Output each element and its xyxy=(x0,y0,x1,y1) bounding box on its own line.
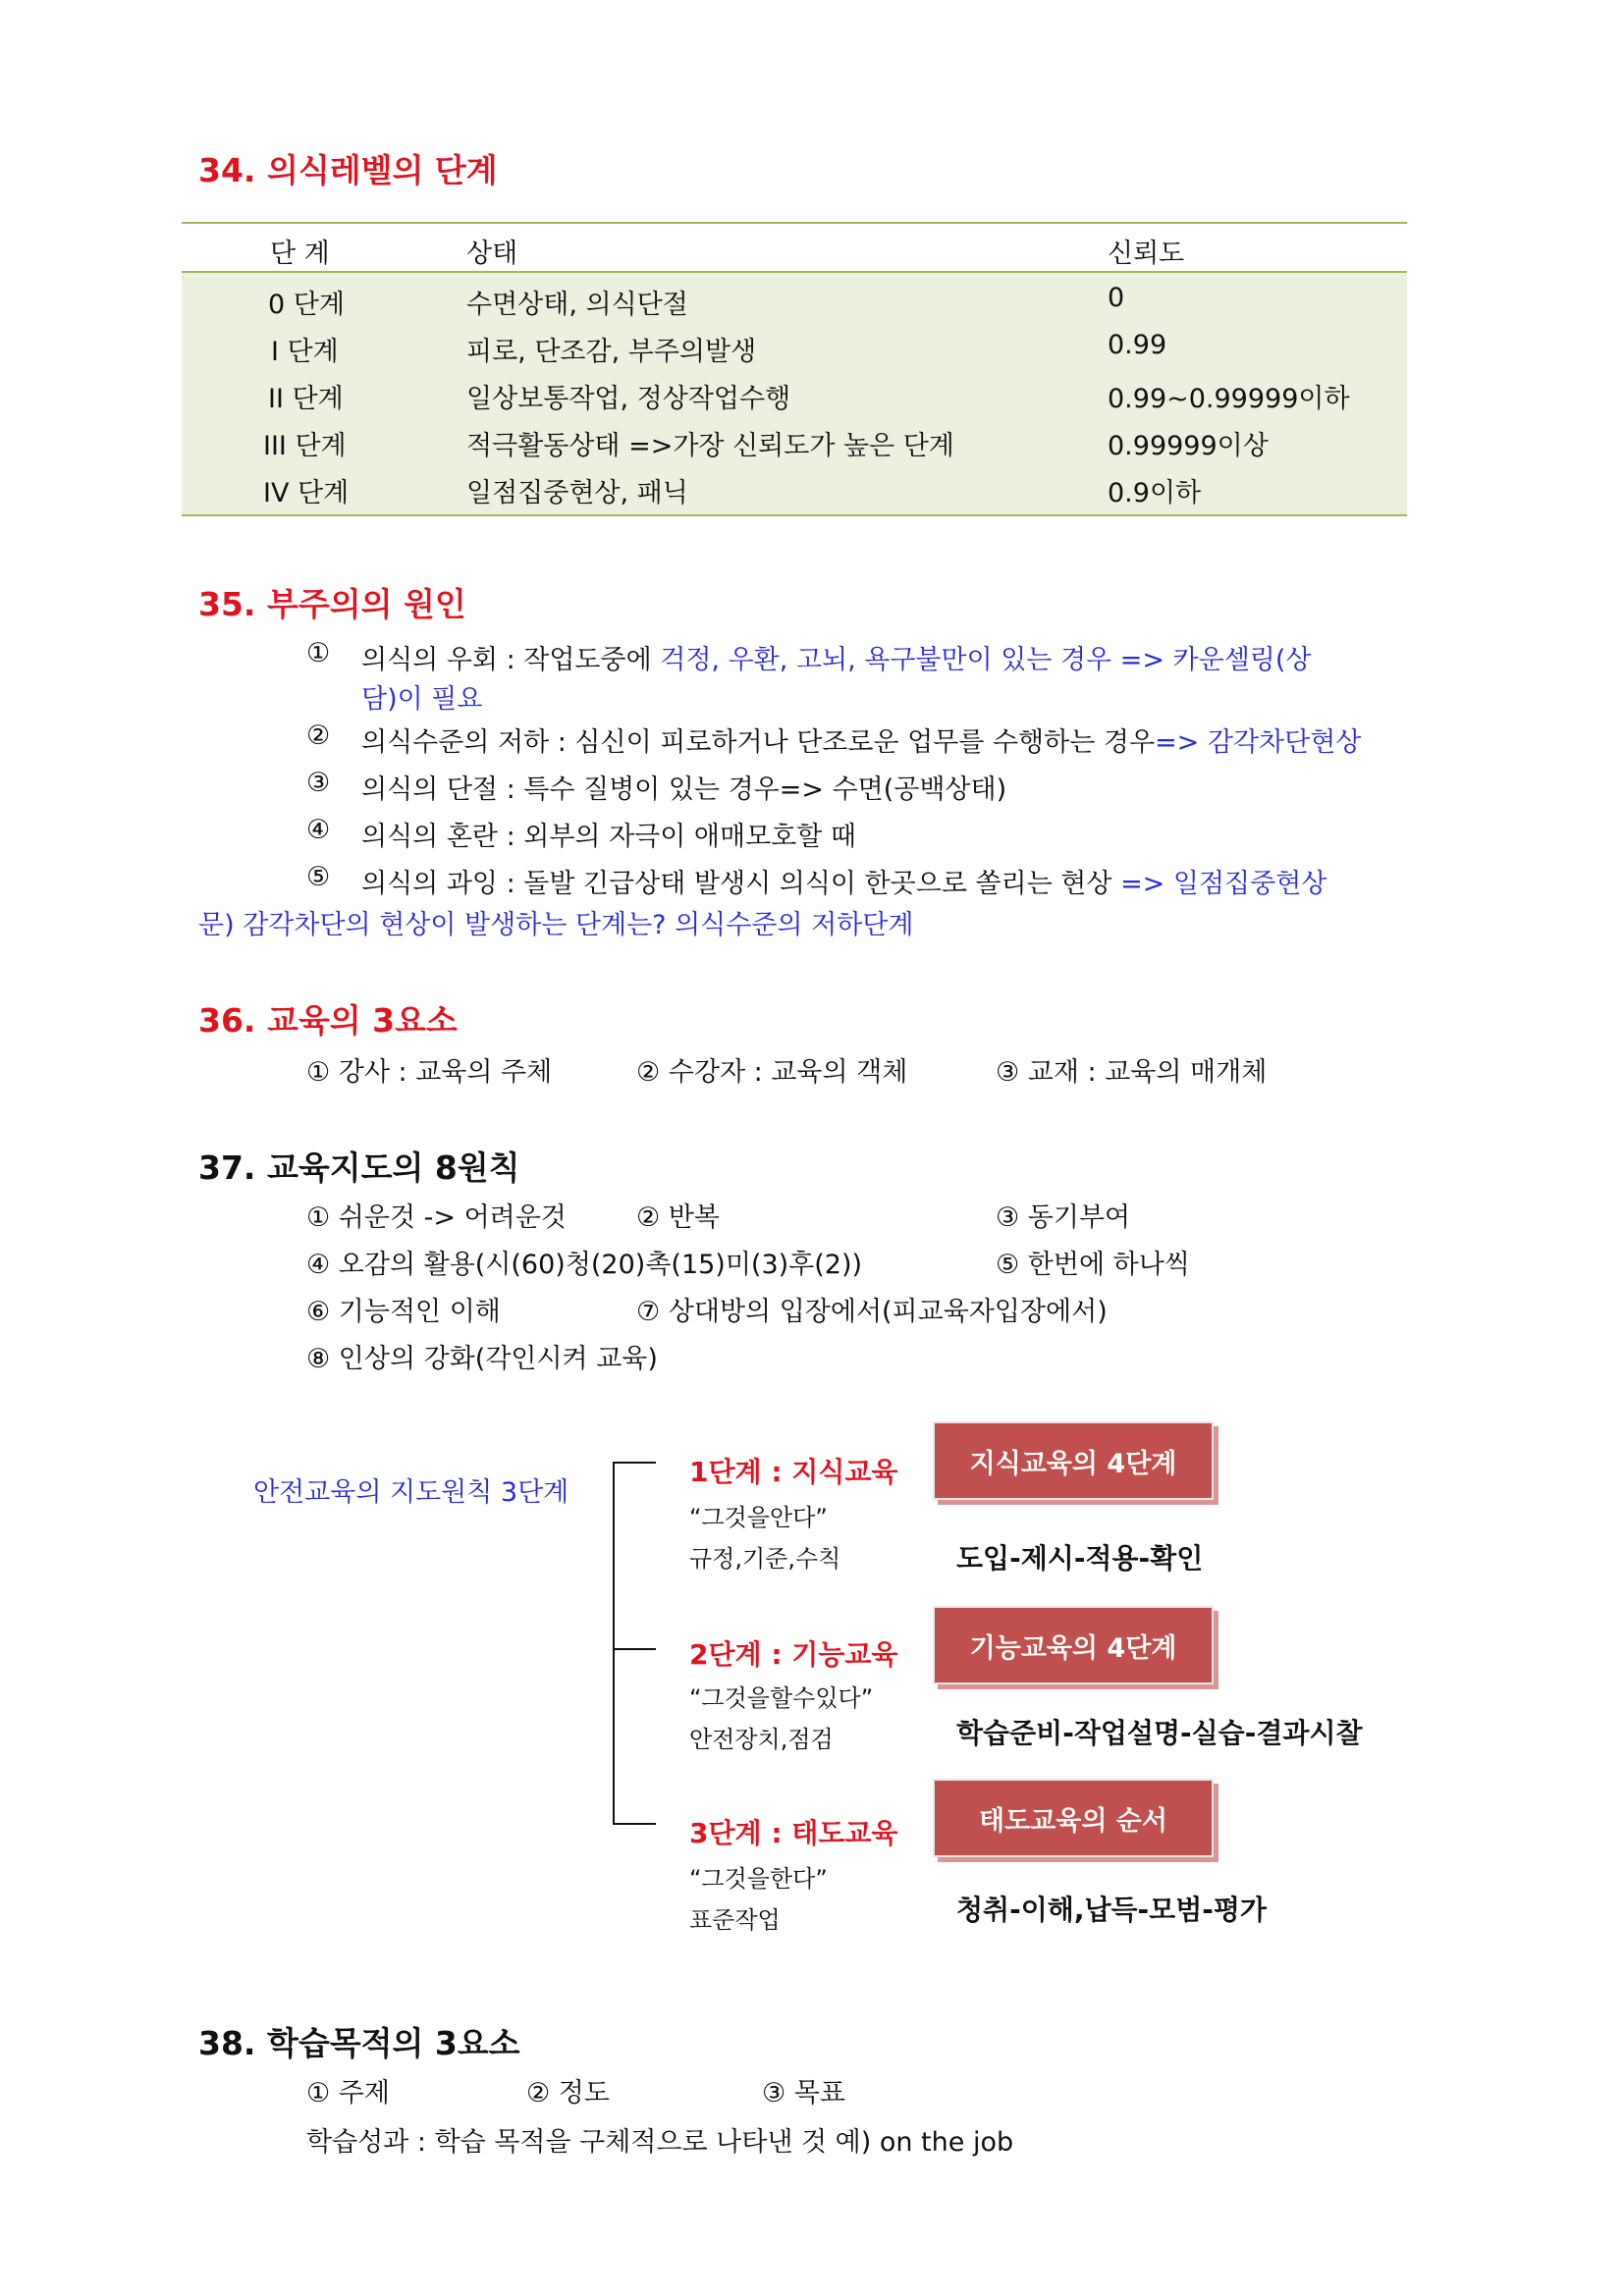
list-item: ⑦ 상대방의 입장에서(피교육자입장에서) xyxy=(636,1297,1108,1327)
table-header-level: 단 계 xyxy=(270,239,330,269)
table-top-border xyxy=(182,222,1407,224)
cause-text: 의식의 과잉 : 돌발 긴급상태 발생시 의식이 한곳으로 쏠리는 현상 xyxy=(361,869,1121,899)
bracket-branch-line xyxy=(613,1648,656,1650)
table-row-reliability: 0.99 xyxy=(1108,330,1167,360)
table-header-border xyxy=(182,271,1407,273)
stage-quote: “그것을한다” xyxy=(689,1865,828,1893)
list-item-number: ③ xyxy=(306,768,331,798)
list-item: ① 주제 xyxy=(306,2078,390,2109)
stage-steps: 도입-제시-적용-확인 xyxy=(956,1542,1204,1575)
table-row-reliability: 0.99~0.99999이하 xyxy=(1108,384,1350,414)
table-row-level: IV 단계 xyxy=(263,478,350,508)
table-row-state: 수면상태, 의식단절 xyxy=(466,290,688,320)
bracket-branch-line xyxy=(613,1823,656,1825)
stage-box: 기능교육의 4단계 xyxy=(933,1606,1214,1684)
list-item: ③ 목표 xyxy=(762,2078,845,2109)
cause-text: 의식수준의 저하 : 심신이 피로하거나 단조로운 업무를 수행하는 경우 xyxy=(361,727,1156,758)
stage-box: 태도교육의 순서 xyxy=(933,1779,1214,1857)
question-text: 문) 감각차단의 현상이 발생하는 단계는? 의식수준의 저하단계 xyxy=(198,910,914,940)
cause-note-continued: 담)이 필요 xyxy=(361,684,483,715)
list-item xyxy=(361,638,1312,676)
table-row-reliability: 0.9이하 xyxy=(1108,478,1202,508)
bracket-vertical-line xyxy=(613,1462,615,1823)
stage-title: 1단계 : 지식교육 xyxy=(689,1456,898,1488)
section-35-title: 35. 부주의의 원인 xyxy=(198,585,466,623)
list-item: ⑤ 한번에 하나씩 xyxy=(996,1250,1190,1280)
cause-note: 걱정, 우환, 고뇌, 욕구불만이 있는 경우 => 카운셀링(상 xyxy=(660,645,1312,675)
table-row-state: 피로, 단조감, 부주의발생 xyxy=(466,337,757,367)
list-item: ② 수강자 : 교육의 객체 xyxy=(636,1057,908,1088)
table-row-level: III 단계 xyxy=(263,431,347,461)
list-item: ② 정도 xyxy=(526,2078,610,2109)
section-34-title: 34. 의식레벨의 단계 xyxy=(198,151,498,189)
bracket-branch-line xyxy=(613,1462,656,1464)
stage-steps: 학습준비-작업설명-실습-결과시찰 xyxy=(956,1717,1363,1749)
list-item: ③ 교재 : 교육의 매개체 xyxy=(996,1057,1268,1088)
list-item-number: ② xyxy=(306,721,331,751)
stage-box: 지식교육의 4단계 xyxy=(933,1421,1214,1500)
stage-title: 3단계 : 태도교육 xyxy=(689,1817,898,1849)
list-item xyxy=(361,721,1361,759)
cause-note: => 일점집중현상 xyxy=(1120,869,1327,899)
list-item: ④ 오감의 활용(시(60)청(20)촉(15)미(3)후(2)) xyxy=(306,1250,863,1280)
cause-text: 의식의 우회 : 작업도중에 xyxy=(361,645,661,675)
section-37-title: 37. 교육지도의 8원칙 xyxy=(198,1148,520,1187)
list-item-number: ① xyxy=(306,638,331,668)
table-row-state: 일상보통작업, 정상작업수행 xyxy=(466,384,791,414)
note-text: 학습성과 : 학습 목적을 구체적으로 나타낸 것 예) on the job xyxy=(306,2127,1014,2158)
list-item: ② 반복 xyxy=(636,1202,720,1233)
table-row-state: 일점집중현상, 패닉 xyxy=(466,478,688,508)
cause-note: => 감각차단현상 xyxy=(1155,727,1362,758)
section-38-title: 38. 학습목적의 3요소 xyxy=(198,2024,520,2062)
list-item: 의식의 단절 : 특수 질병이 있는 경우=> 수면(공백상태) xyxy=(361,774,1007,805)
section-36-title: 36. 교육의 3요소 xyxy=(198,1001,458,1040)
table-row-level: 0 단계 xyxy=(268,290,345,320)
table-header-reliability: 신뢰도 xyxy=(1108,239,1185,269)
stage-quote: “그것을할수있다” xyxy=(689,1684,874,1712)
table-row-level: I 단계 xyxy=(271,337,339,367)
stage-title: 2단계 : 기능교육 xyxy=(689,1638,898,1671)
stage-detail: 규정,기준,수칙 xyxy=(689,1545,841,1573)
stage-detail: 표준작업 xyxy=(689,1906,781,1934)
table-row-state: 적극활동상태 =>가장 신뢰도가 높은 단계 xyxy=(466,431,954,461)
list-item xyxy=(361,862,1326,900)
table-header-state: 상태 xyxy=(466,239,518,269)
list-item: ⑧ 인상의 강화(각인시켜 교육) xyxy=(306,1344,658,1374)
table-row-reliability: 0.99999이상 xyxy=(1108,431,1269,461)
list-item-number: ④ xyxy=(306,815,331,845)
list-item-number: ⑤ xyxy=(306,862,331,892)
table-row-reliability: 0 xyxy=(1108,283,1125,313)
list-item: ① 강사 : 교육의 주체 xyxy=(306,1057,553,1088)
table-bottom-border xyxy=(182,514,1407,516)
diagram-root-label: 안전교육의 지도원칙 3단계 xyxy=(253,1477,569,1508)
list-item: 의식의 혼란 : 외부의 자극이 애매모호할 때 xyxy=(361,822,856,852)
list-item: ⑥ 기능적인 이해 xyxy=(306,1297,501,1327)
list-item: ③ 동기부여 xyxy=(996,1202,1131,1233)
list-item: ① 쉬운것 -> 어려운것 xyxy=(306,1202,567,1233)
stage-quote: “그것을안다” xyxy=(689,1504,828,1531)
stage-detail: 안전장치,점검 xyxy=(689,1726,834,1753)
table-row-level: II 단계 xyxy=(268,384,344,414)
stage-steps: 청취-이해,납득-모범-평가 xyxy=(956,1894,1267,1926)
